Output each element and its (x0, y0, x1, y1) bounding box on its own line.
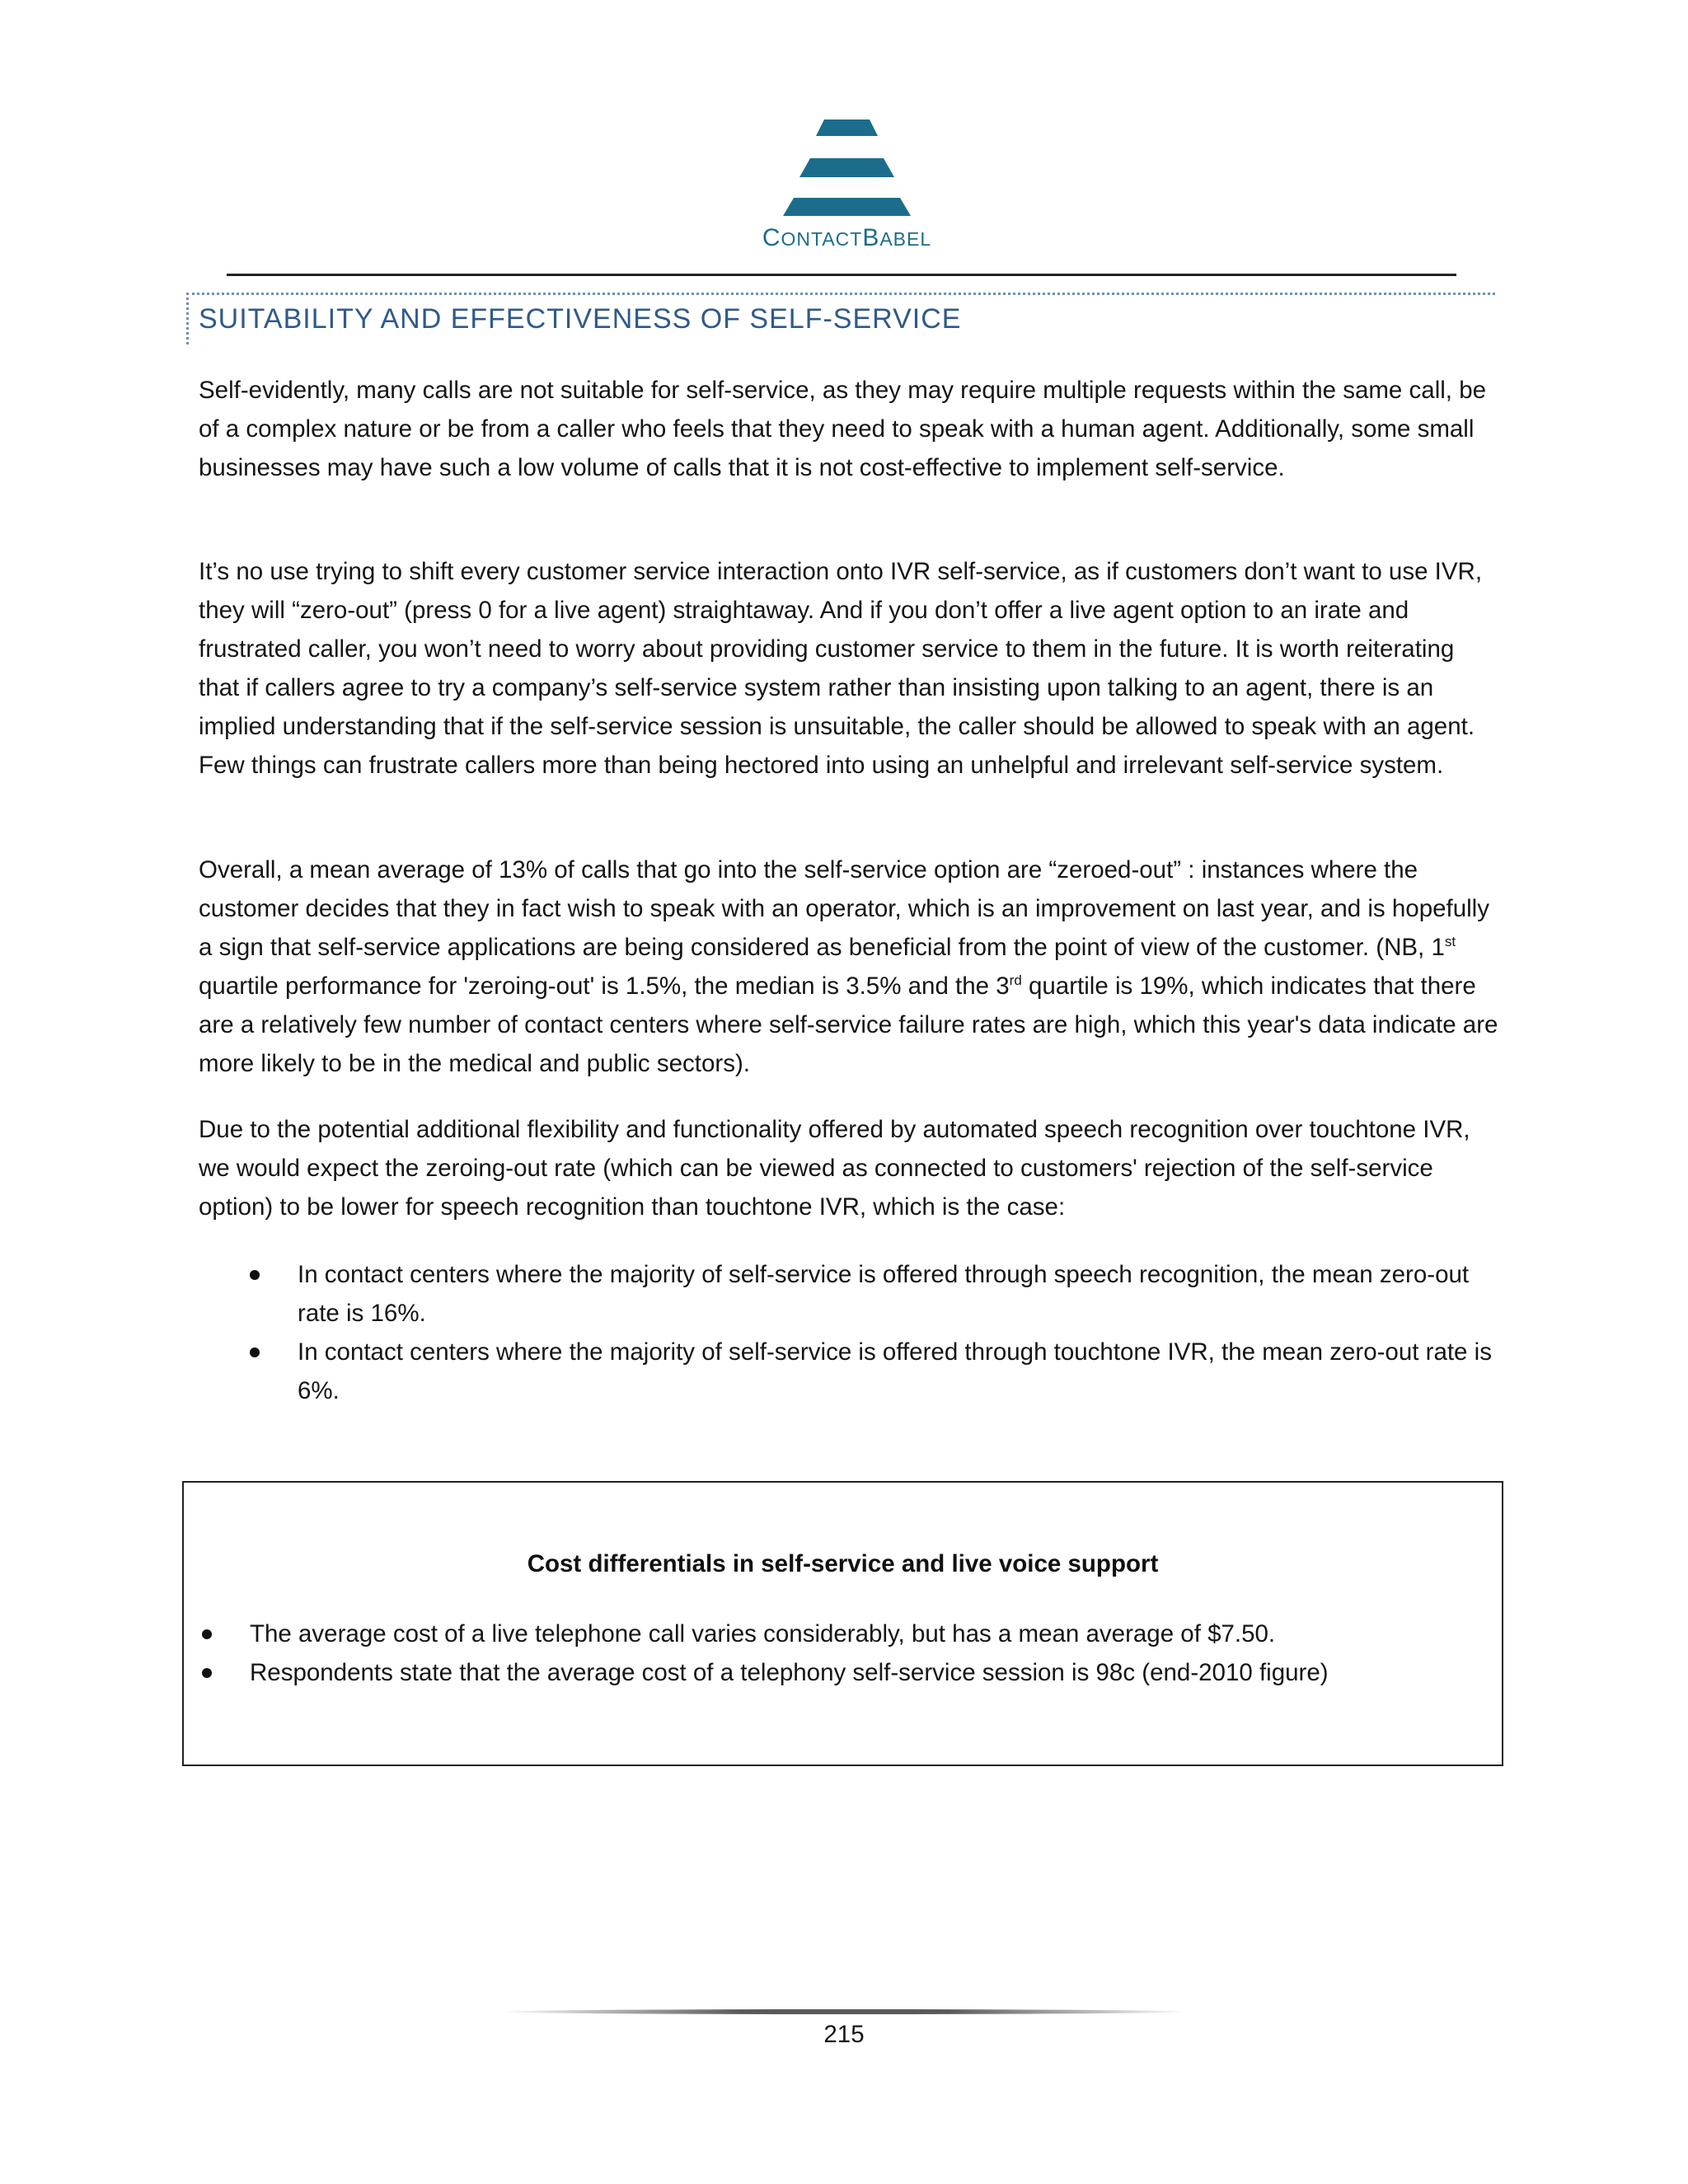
callout-title: Cost differentials in self-service and live voice support (527, 1550, 1159, 1577)
zero-out-rate-list (199, 1255, 1501, 1410)
paragraph-zeroed-out-part-2: quartile performance for 'zeroing-out' is 1.5%, the median is 3.5% and the 3 (199, 972, 1010, 1000)
list-item-text: In contact centers where the majority of self-service is offered through touchtone IVR, the mean zero-out rate is 6%. (298, 1338, 1492, 1404)
paragraph-ivr-zero-out: It’s no use trying to shift every customer service interaction onto IVR self-service, as if customers don’t want to use IVR, they will “zero-out” (press 0 for a live agent) straightaway. And if you don’t offer a live agent option to an irate and frustrated caller, you won’t need to worry about providing customer service to them in the future. It is worth reiterating that if callers agree to try a company’s self-service system rather than insisting upon talking to an agent, there is an implied understanding that if the self-service session is unsuitable, the caller should be allowed to speak with an agent. Few things can frustrate callers more than being hectored into using an unhelpful and irrelevant self-service system. (199, 558, 1483, 779)
bullet-icon (250, 1347, 260, 1357)
paragraph-speech-vs-touchtone: Due to the potential additional flexibility and functionality offered by automated speech recognition over touchtone IVR, we would expect the zeroing-out rate (which can be viewed as connected to customers' rejection of the self-service option) to be lower for speech recognition than touchtone IVR, which is the case: (199, 1116, 1470, 1221)
brand-contact-initial: C (762, 224, 781, 251)
brand-babel-initial: B (862, 224, 880, 251)
bullet-icon (202, 1668, 212, 1678)
list-item-text: The average cost of a live telephone call varies considerably, but has a mean average of $7.50. (250, 1620, 1276, 1647)
bullet-icon (202, 1629, 212, 1639)
list-item (199, 1255, 1501, 1333)
footer-divider (499, 2009, 1191, 2014)
cost-differentials-callout (182, 1481, 1503, 1766)
paragraph-suitability: Self-evidently, many calls are not suitable for self-service, as they may require multiple requests within the same call, be of a complex nature or be from a caller who feels that they need to speak with a human agent. Additionally, some small businesses may have such a low volume of calls that it is not cost-effective to implement self-service. (199, 377, 1487, 481)
bullet-icon (250, 1270, 260, 1280)
brand-babel-rest: ABEL (879, 228, 932, 250)
list-item (184, 1653, 1503, 1692)
brand-contact-rest: ONTACT (781, 228, 863, 250)
list-item-text: In contact centers where the majority of self-service is offered through speech recognition, the mean zero-out rate is 16%. (298, 1261, 1470, 1327)
brand-wordmark (717, 224, 977, 252)
list-item (184, 1615, 1503, 1653)
header-divider (227, 274, 1456, 276)
page-number: 215 (823, 2021, 865, 2048)
list-item (199, 1333, 1501, 1410)
list-item-text: Respondents state that the average cost of a telephony self-service session is 98c (end-2010 figure) (250, 1659, 1329, 1686)
section-heading: SUITABILITY AND EFFECTIVENESS OF SELF-SERVICE (199, 303, 962, 335)
paragraph-zeroed-out-rate (199, 851, 1501, 1083)
paragraph-zeroed-out-part-3: quartile is 19%, which indicates that there are a relatively few number of contact centers where self-service failure rates are high, which this year's data indicate are more likely to be in the medical and public sectors). (199, 972, 1498, 1077)
pyramid-logo-icon (754, 115, 940, 218)
superscript-rd: rd (1009, 972, 1022, 989)
paragraph-zeroed-out-part-1: Overall, a mean average of 13% of calls that go into the self-service option are “zeroed-out” : instances where the customer decides that they in fact wish to speak with an operator, which is an improvement on last year, and is hopefully a sign that self-service applications are being considered as beneficial from the point of view of the customer. (NB, 1 (199, 856, 1489, 961)
superscript-st: st (1444, 934, 1456, 950)
callout-list (184, 1615, 1503, 1692)
